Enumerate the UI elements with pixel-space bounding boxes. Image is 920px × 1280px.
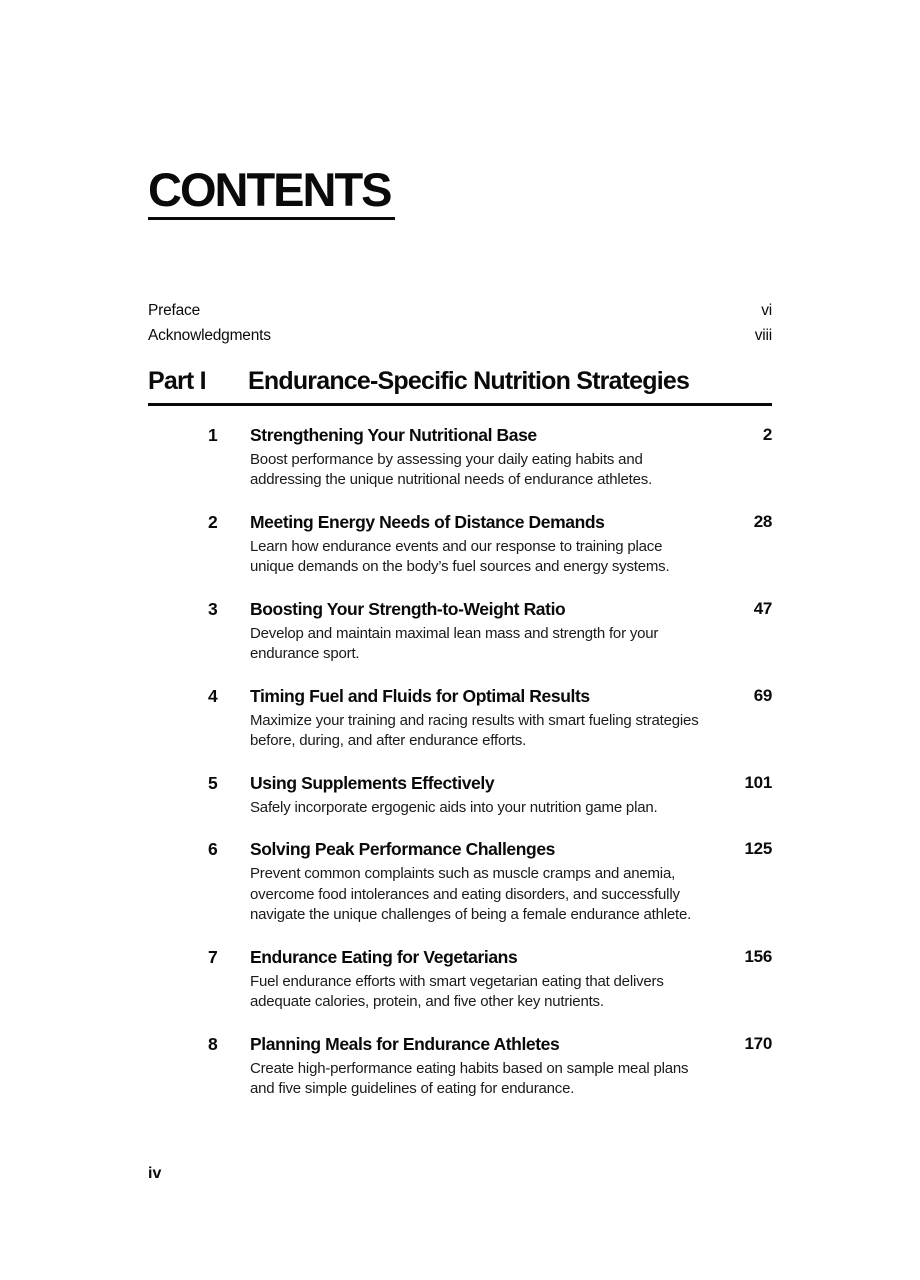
chapter-title-line — [250, 423, 772, 447]
front-matter-row — [148, 298, 772, 323]
chapter-page-number: 2 — [762, 424, 772, 444]
chapter-title: Planning Meals for Endurance Athletes — [250, 1033, 560, 1054]
chapter-page-number: 170 — [744, 1033, 772, 1053]
chapter-entry — [148, 837, 772, 926]
chapter-main — [250, 945, 772, 1013]
chapter-entry — [148, 510, 772, 578]
chapter-entry — [148, 597, 772, 665]
chapter-page-number: 101 — [744, 772, 772, 792]
chapter-number: 6 — [208, 839, 218, 859]
chapter-number: 5 — [208, 772, 218, 793]
chapter-title: Meeting Energy Needs of Distance Demands — [250, 511, 605, 532]
chapter-number: 7 — [208, 946, 218, 967]
front-matter-row — [148, 323, 772, 348]
chapter-main — [250, 423, 772, 491]
front-matter-page-number: vi — [761, 302, 772, 319]
part-title: Endurance-Specific Nutrition Strategies — [248, 367, 690, 395]
chapter-title-line — [250, 771, 772, 795]
page-content — [148, 0, 772, 1119]
chapter-title: Using Supplements Effectively — [250, 772, 495, 793]
chapter-title: Timing Fuel and Fluids for Optimal Results — [250, 685, 590, 706]
chapter-title: Endurance Eating for Vegetarians — [250, 946, 518, 967]
chapter-number: 2 — [208, 511, 218, 532]
page-title: CONTENTS — [148, 166, 395, 220]
chapter-description: Maximize your training and racing results with smart fueling strategies before, during, and after endurance efforts. — [250, 711, 699, 749]
chapter-description: Develop and maintain maximal lean mass and strength for your endurance sport. — [250, 624, 659, 662]
front-matter-list — [148, 298, 772, 348]
chapter-title-line — [250, 837, 772, 861]
front-matter-label: Acknowledgments — [148, 327, 271, 344]
chapter-description: Create high-performance eating habits based on sample meal plans and five simple guidelines of eating for endurance. — [250, 1059, 689, 1097]
chapter-entry — [148, 423, 772, 491]
chapter-description: Learn how endurance events and our response to training place unique demands on the body’s fuel sources and energy systems. — [250, 537, 670, 575]
chapter-title-line — [250, 684, 772, 708]
chapter-number: 3 — [208, 598, 218, 619]
chapter-number: 1 — [208, 424, 218, 445]
chapter-entry — [148, 684, 772, 752]
chapter-number: 4 — [208, 685, 218, 706]
chapter-main — [250, 684, 772, 752]
chapter-page-number: 156 — [744, 946, 772, 966]
chapter-page-number: 69 — [753, 685, 772, 705]
chapter-entry — [148, 945, 772, 1013]
chapter-title: Solving Peak Performance Challenges — [250, 839, 556, 859]
chapter-main — [250, 771, 772, 819]
chapter-page-number: 47 — [753, 598, 772, 618]
chapter-description: Fuel endurance efforts with smart vegetarian eating that delivers adequate calories, protein, and five other key nutrients. — [250, 972, 664, 1010]
chapter-page-number: 125 — [744, 839, 772, 858]
chapter-main — [250, 837, 772, 926]
chapter-entry — [148, 771, 772, 819]
chapter-title-line — [250, 510, 772, 534]
chapter-title: Boosting Your Strength-to-Weight Ratio — [250, 598, 566, 619]
chapter-page-number: 28 — [753, 511, 772, 531]
chapter-description: Prevent common complaints such as muscle cramps and anemia, overcome food intolerances and eating disorders, and successfully navigate the unique challenges of being a female endurance athlete. — [250, 865, 692, 923]
chapter-main — [250, 510, 772, 578]
part-label: Part I — [148, 367, 206, 395]
chapter-title-line — [250, 597, 772, 621]
chapter-title: Strengthening Your Nutritional Base — [250, 424, 537, 445]
part-heading — [148, 368, 772, 406]
chapter-entry — [148, 1032, 772, 1100]
chapter-main — [250, 597, 772, 665]
chapter-title-line — [250, 1032, 772, 1056]
chapter-description: Safely incorporate ergogenic aids into your nutrition game plan. — [250, 798, 658, 816]
front-matter-label: Preface — [148, 302, 201, 319]
chapter-description: Boost performance by assessing your daily eating habits and addressing the unique nutritional needs of endurance athletes. — [250, 450, 653, 488]
chapter-title-line — [250, 945, 772, 969]
chapter-number: 8 — [208, 1033, 218, 1054]
chapter-main — [250, 1032, 772, 1100]
front-matter-page-number: viii — [754, 327, 772, 344]
chapter-list — [148, 423, 772, 1100]
folio-page-number: iv — [148, 1165, 162, 1182]
